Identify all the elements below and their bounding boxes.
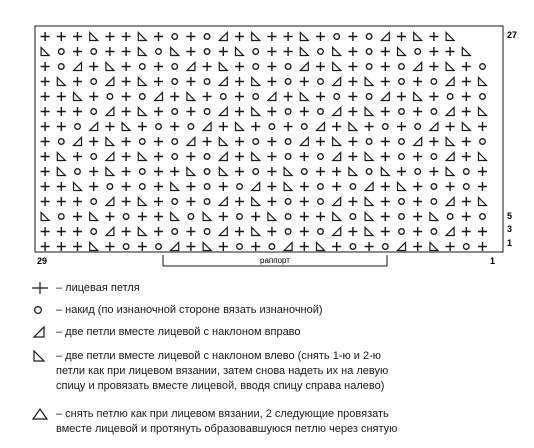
row-number-1: 1 <box>507 238 513 248</box>
repeat-label: раппорт <box>260 256 290 265</box>
col-label-left: 29 <box>37 256 48 266</box>
row-number-top: 27 <box>507 30 518 40</box>
legend-text-k2tog-left: – две петли вместе лицевой с наклоном влево (снять 1-ю и 2-ю петли как при лицевом вязании, затем снова надеть их на левую спицу и провязать вместе лицевой, вводя спицу справа налево) <box>56 350 389 392</box>
row-number-5: 5 <box>507 211 513 221</box>
legend-text-k2tog-right: – две петли вместе лицевой с наклоном вправо <box>56 326 301 338</box>
legend-text-sk2p: – снять петлю как при лицевом вязании, 2 следующие провязать вместе лицевой и протянуть образовавшуюся петлю через снятую <box>56 408 398 435</box>
legend-text-yarn-over: – накид (по изнаночной стороне вязать изнаночной) <box>56 304 323 316</box>
chart-border <box>35 26 503 252</box>
row-number-3: 3 <box>507 224 513 234</box>
col-label-right: 1 <box>490 256 496 266</box>
legend-text-knit: – лицевая петля <box>56 282 140 294</box>
